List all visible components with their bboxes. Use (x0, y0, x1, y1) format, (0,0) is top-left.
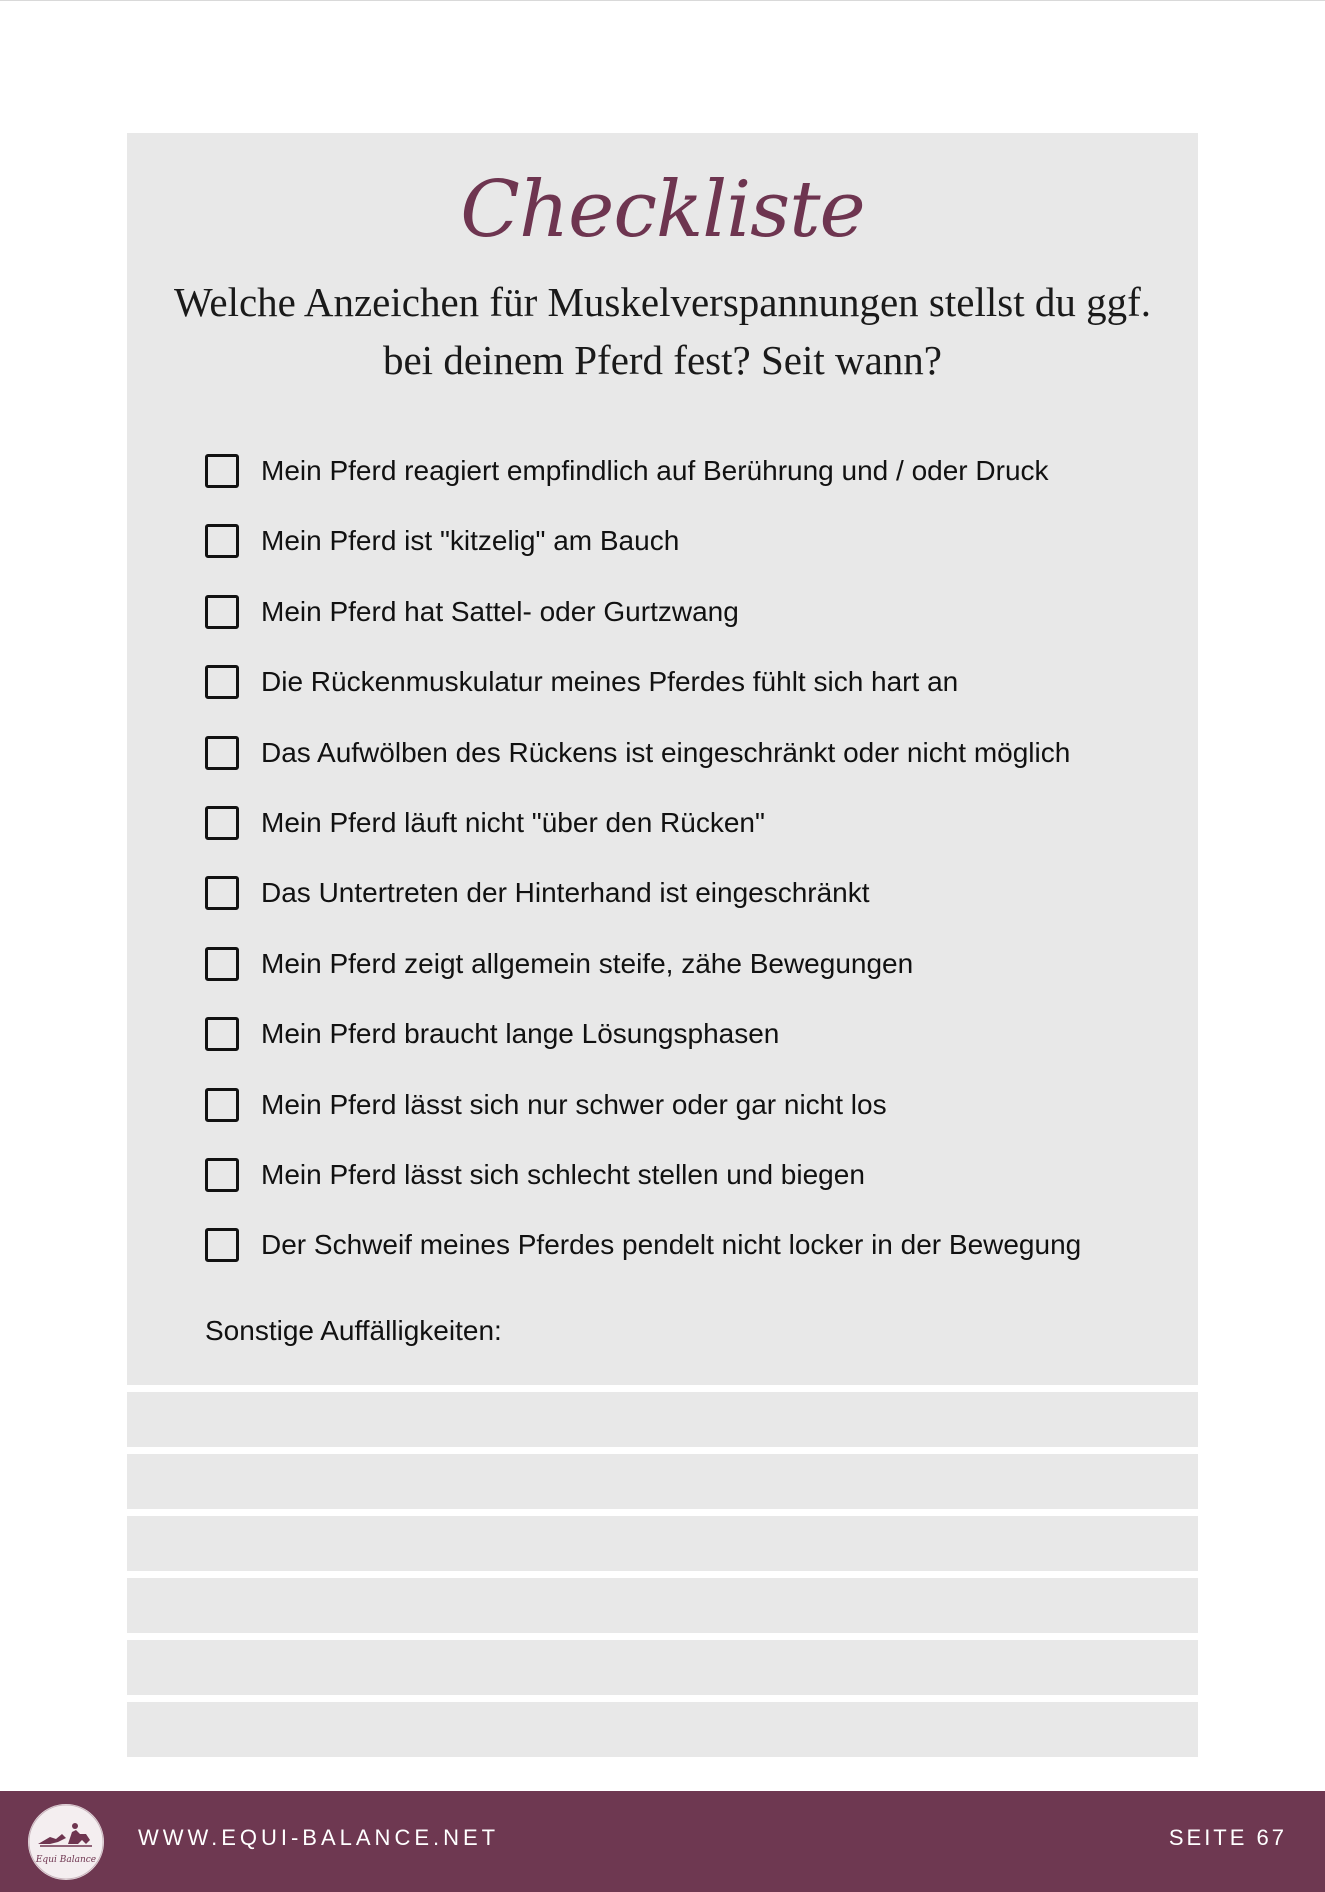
checkbox[interactable] (205, 947, 239, 981)
writing-line[interactable] (127, 1516, 1198, 1571)
checklist-item-label: Mein Pferd braucht lange Lösungsphasen (261, 1018, 780, 1050)
page-title: Checkliste (460, 165, 865, 255)
checklist-item-label: Das Aufwölben des Rückens ist eingeschränkt oder nicht möglich (261, 736, 1071, 768)
checklist-item-label: Mein Pferd reagiert empfindlich auf Berührung und / oder Druck (261, 455, 1049, 486)
top-divider (0, 0, 1325, 1)
checkbox[interactable] (205, 595, 239, 629)
checkbox[interactable] (205, 806, 239, 840)
checklist-item (205, 734, 1165, 804)
website-link[interactable]: WWW.EQUI-BALANCE.NET (138, 1825, 500, 1850)
logo-graphic (28, 1804, 104, 1880)
writing-line[interactable] (127, 1392, 1198, 1447)
page-subtitle: Welche Anzeichen für Muskelverspannungen stellst du ggf. bei deinem Pferd fest? Seit wann? (173, 279, 1151, 383)
checkbox[interactable] (205, 876, 239, 910)
checkbox[interactable] (205, 1017, 239, 1051)
checkbox[interactable] (205, 524, 239, 558)
checklist-item-label: Mein Pferd zeigt allgemein steife, zähe Bewegungen (261, 947, 914, 979)
checklist-item (205, 874, 1165, 944)
checklist-item (205, 522, 1165, 592)
checklist-item (205, 1156, 1165, 1226)
writing-line[interactable] (127, 1454, 1198, 1509)
writing-line[interactable] (127, 1578, 1198, 1633)
checkbox[interactable] (205, 1158, 239, 1192)
writing-line[interactable] (127, 1640, 1198, 1695)
checklist-item-label: Die Rückenmuskulatur meines Pferdes fühlt sich hart an (261, 666, 959, 698)
checklist-item-label: Der Schweif meines Pferdes pendelt nicht locker in der Bewegung (261, 1229, 1082, 1261)
checkbox[interactable] (205, 1088, 239, 1122)
checklist-item (205, 663, 1165, 733)
checklist-item-label: Mein Pferd hat Sattel- oder Gurtzwang (261, 595, 739, 627)
equi-balance-logo (28, 1804, 104, 1880)
checklist-item-label: Mein Pferd läuft nicht "über den Rücken" (261, 806, 765, 838)
checkbox[interactable] (205, 1228, 239, 1262)
checklist-item (205, 804, 1165, 874)
page-number: SEITE 67 (1168, 1825, 1287, 1850)
checklist-item-label: Mein Pferd lässt sich nur schwer oder gar nicht los (261, 1088, 887, 1120)
checklist-item (205, 1086, 1165, 1156)
checklist-item (205, 593, 1165, 663)
other-findings-label: Sonstige Auffälligkeiten: (205, 1315, 502, 1346)
checklist-item-label: Das Untertreten der Hinterhand ist eingeschränkt (261, 877, 870, 909)
checklist-card (127, 133, 1198, 1385)
checklist-item-label: Mein Pferd lässt sich schlecht stellen und biegen (261, 1158, 865, 1190)
logo-text: Equi Balance (35, 1855, 97, 1865)
checkbox[interactable] (205, 665, 239, 699)
checklist-item (205, 452, 1165, 522)
writing-line[interactable] (127, 1702, 1198, 1757)
checklist-item-label: Mein Pferd ist "kitzelig" am Bauch (261, 525, 680, 557)
page-footer (0, 1791, 1325, 1892)
checklist-item (205, 945, 1165, 1015)
checkbox[interactable] (205, 454, 239, 488)
checklist (205, 452, 1165, 1297)
checklist-item (205, 1015, 1165, 1085)
checkbox[interactable] (205, 736, 239, 770)
checklist-item (205, 1226, 1165, 1296)
